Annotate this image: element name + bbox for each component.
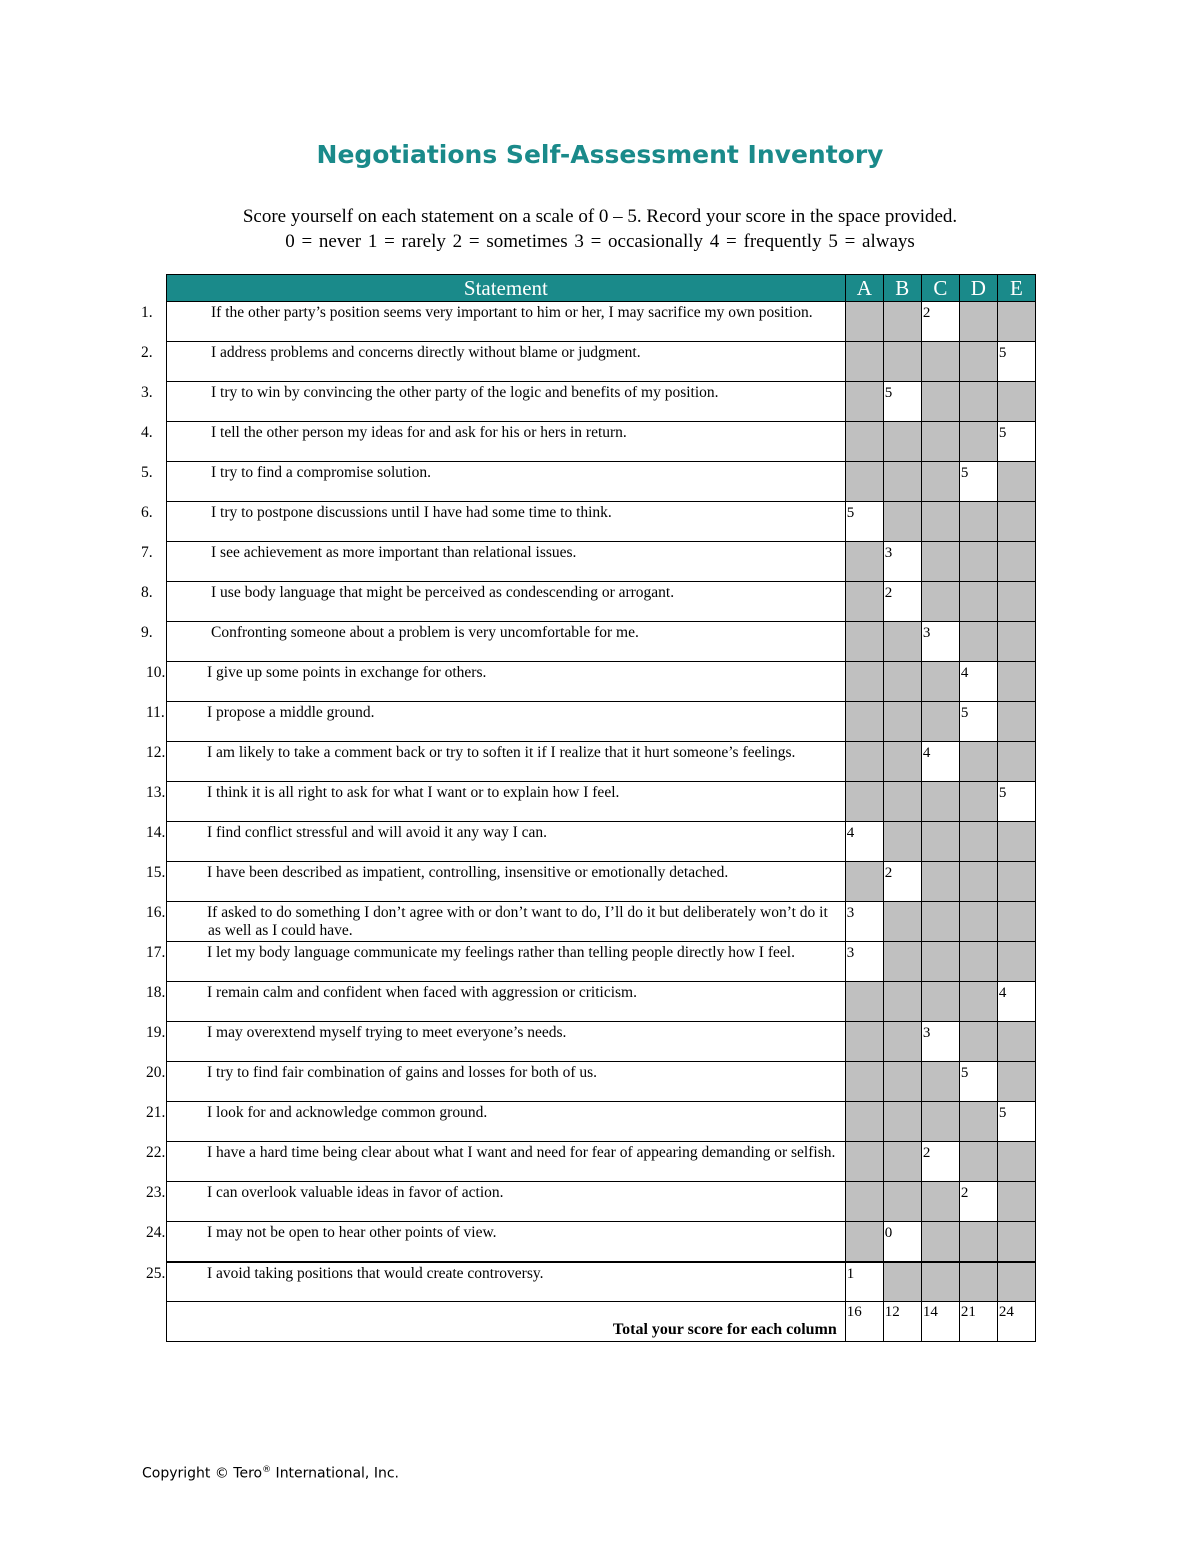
statement-text: I have been described as impatient, controlling, insensitive or emotionally detached.: [207, 864, 729, 881]
statement-text: I remain calm and confident when faced with aggression or criticism.: [207, 984, 637, 1001]
statement-number: 1.: [141, 304, 153, 321]
statement-number: 24.: [146, 1224, 166, 1241]
statement-cell: [146, 822, 846, 862]
statement-cell: [146, 902, 846, 942]
table-row: [167, 782, 1036, 822]
shaded-cell-d: [959, 342, 997, 382]
statement-text: I am likely to take a comment back or try to soften it if I realize that it hurt someone’s feelings.: [207, 744, 796, 761]
shaded-cell-a: [845, 542, 883, 582]
statement-cell: [146, 1102, 846, 1142]
shaded-cell-b: [883, 622, 921, 662]
statement-cell: [146, 1022, 846, 1062]
statement-number: 10.: [146, 664, 166, 681]
statement-number: 5.: [141, 464, 153, 481]
score-input-a[interactable]: 3: [845, 942, 883, 982]
shaded-cell-a: [845, 1022, 883, 1062]
score-input-a[interactable]: 3: [845, 902, 883, 942]
shaded-cell-e: [997, 622, 1035, 662]
shaded-cell-b: [883, 1022, 921, 1062]
shaded-cell-a: [845, 1222, 883, 1262]
footer-text-2: International, Inc.: [271, 1465, 399, 1482]
shaded-cell-e: [997, 702, 1035, 742]
score-input-e[interactable]: 5: [997, 782, 1035, 822]
statement-number: 20.: [146, 1064, 166, 1081]
shaded-cell-c: [921, 1222, 959, 1262]
score-input-d[interactable]: 4: [959, 662, 997, 702]
shaded-cell-d: [959, 302, 997, 342]
shaded-cell-e: [997, 862, 1035, 902]
shaded-cell-a: [845, 422, 883, 462]
shaded-cell-c: [921, 382, 959, 422]
shaded-cell-e: [997, 382, 1035, 422]
shaded-cell-e: [997, 1222, 1035, 1262]
statement-cell: [146, 1262, 846, 1302]
score-input-c[interactable]: 3: [921, 622, 959, 662]
score-input-b[interactable]: 0: [883, 1222, 921, 1262]
shaded-cell-d: [959, 942, 997, 982]
statement-cell: [146, 942, 846, 982]
shaded-cell-c: [921, 1062, 959, 1102]
score-input-b[interactable]: 2: [883, 582, 921, 622]
statement-text: I can overlook valuable ideas in favor of action.: [207, 1184, 504, 1201]
score-input-d[interactable]: 2: [959, 1182, 997, 1222]
shaded-cell-e: [997, 542, 1035, 582]
statement-number: 3.: [141, 384, 153, 401]
statement-text: I think it is all right to ask for what I want or to explain how I feel.: [207, 784, 620, 801]
shaded-cell-e: [997, 502, 1035, 542]
shaded-cell-d: [959, 1222, 997, 1262]
shaded-cell-c: [921, 662, 959, 702]
shaded-cell-d: [959, 862, 997, 902]
statement-cell: [141, 502, 846, 542]
header-statement: Statement: [167, 275, 846, 302]
shaded-cell-b: [883, 1262, 921, 1302]
shaded-cell-d: [959, 902, 997, 942]
shaded-cell-d: [959, 1022, 997, 1062]
shaded-cell-b: [883, 1102, 921, 1142]
statement-number: 8.: [141, 584, 153, 601]
score-input-e[interactable]: 5: [997, 422, 1035, 462]
score-input-b[interactable]: 5: [883, 382, 921, 422]
statement-text: I let my body language communicate my feelings rather than telling people directly how I feel.: [207, 944, 795, 961]
statement-number: 4.: [141, 424, 153, 441]
shaded-cell-c: [921, 782, 959, 822]
statement-number: 25.: [146, 1264, 166, 1282]
statement-cell: [141, 582, 846, 622]
shaded-cell-d: [959, 382, 997, 422]
header-col-d: D: [959, 275, 997, 302]
table-row: [167, 702, 1036, 742]
table-row: [167, 1102, 1036, 1142]
shaded-cell-e: [997, 742, 1035, 782]
table-row: [167, 1062, 1036, 1102]
score-input-c[interactable]: 2: [921, 302, 959, 342]
page-title: Negotiations Self-Assessment Inventory: [316, 140, 884, 169]
shaded-cell-b: [883, 422, 921, 462]
statement-text: I give up some points in exchange for others.: [207, 664, 487, 681]
score-input-d[interactable]: 5: [959, 1062, 997, 1102]
statement-cell: [146, 742, 846, 782]
footer-text: Copyright © Tero: [142, 1465, 263, 1482]
total-col-e[interactable]: 24: [997, 1302, 1035, 1342]
shaded-cell-b: [883, 662, 921, 702]
table-row: [167, 502, 1036, 542]
shaded-cell-d: [959, 502, 997, 542]
table-row: [167, 462, 1036, 502]
table-row: [167, 422, 1036, 462]
statement-text: I may overextend myself trying to meet everyone’s needs.: [207, 1024, 567, 1041]
shaded-cell-c: [921, 862, 959, 902]
shaded-cell-d: [959, 582, 997, 622]
score-input-b[interactable]: 3: [883, 542, 921, 582]
score-input-c[interactable]: 2: [921, 1142, 959, 1182]
shaded-cell-d: [959, 822, 997, 862]
table-row: [167, 1262, 1036, 1302]
statement-number: 13.: [146, 784, 166, 801]
shaded-cell-c: [921, 702, 959, 742]
statement-text: I try to find a compromise solution.: [211, 464, 431, 481]
table-row: [167, 622, 1036, 662]
shaded-cell-d: [959, 742, 997, 782]
table-row: [167, 862, 1036, 902]
shaded-cell-e: [997, 1182, 1035, 1222]
shaded-cell-c: [921, 542, 959, 582]
statement-text: If the other party’s position seems very important to him or her, I may sacrifice my own position.: [211, 304, 813, 321]
shaded-cell-a: [845, 1062, 883, 1102]
statement-cell: [141, 542, 846, 582]
shaded-cell-e: [997, 302, 1035, 342]
shaded-cell-e: [997, 942, 1035, 982]
score-input-e[interactable]: 5: [997, 1102, 1035, 1142]
statement-number: 11.: [146, 704, 165, 721]
table-row: [167, 1142, 1036, 1182]
shaded-cell-a: [845, 1142, 883, 1182]
statement-number: 23.: [146, 1184, 166, 1201]
statement-cell: [146, 782, 846, 822]
shaded-cell-e: [997, 462, 1035, 502]
statement-number: 19.: [146, 1024, 166, 1041]
statement-text: I tell the other person my ideas for and ask for his or hers in return.: [211, 424, 627, 441]
shaded-cell-d: [959, 782, 997, 822]
statement-number: 7.: [141, 544, 153, 561]
shaded-cell-d: [959, 422, 997, 462]
statement-number: 15.: [146, 864, 166, 881]
table-row: [167, 382, 1036, 422]
shaded-cell-a: [845, 1102, 883, 1142]
score-input-c[interactable]: 3: [921, 1022, 959, 1062]
shaded-cell-b: [883, 822, 921, 862]
statement-cell: [146, 662, 846, 702]
score-input-b[interactable]: 2: [883, 862, 921, 902]
statement-cell: [141, 422, 846, 462]
statement-text: I avoid taking positions that would create controversy.: [207, 1264, 544, 1282]
shaded-cell-c: [921, 462, 959, 502]
statement-cell: [141, 462, 846, 502]
shaded-cell-c: [921, 982, 959, 1022]
table-row: [167, 1182, 1036, 1222]
shaded-cell-b: [883, 342, 921, 382]
statement-text: I look for and acknowledge common ground.: [207, 1104, 488, 1121]
statement-text: I see achievement as more important than relational issues.: [211, 544, 577, 561]
shaded-cell-c: [921, 342, 959, 382]
shaded-cell-b: [883, 742, 921, 782]
statement-number: 2.: [141, 344, 153, 361]
instructions-line-1: Score yourself on each statement on a scale of 0 – 5. Record your score in the space provided.: [242, 206, 958, 227]
statement-text: I try to postpone discussions until I have had some time to think.: [211, 504, 612, 521]
statement-cell: [141, 622, 846, 662]
shaded-cell-a: [845, 382, 883, 422]
shaded-cell-a: [845, 622, 883, 662]
table-row: [167, 662, 1036, 702]
statement-text: I try to win by convincing the other party of the logic and benefits of my position.: [211, 384, 719, 401]
shaded-cell-c: [921, 822, 959, 862]
statement-cell: [146, 982, 846, 1022]
statement-cell: [141, 302, 846, 342]
table-row: [167, 822, 1036, 862]
score-input-d[interactable]: 5: [959, 702, 997, 742]
score-input-c[interactable]: 4: [921, 742, 959, 782]
shaded-cell-b: [883, 302, 921, 342]
score-input-e[interactable]: 5: [997, 342, 1035, 382]
instructions-line-2: 0 = never 1 = rarely 2 = sometimes 3 = occasionally 4 = frequently 5 = always: [285, 231, 915, 252]
shaded-cell-c: [921, 582, 959, 622]
shaded-cell-b: [883, 1182, 921, 1222]
shaded-cell-e: [997, 1022, 1035, 1062]
statement-number: 6.: [141, 504, 153, 521]
shaded-cell-a: [845, 462, 883, 502]
score-input-a[interactable]: 1: [845, 1262, 883, 1302]
total-col-a[interactable]: 16: [845, 1302, 883, 1342]
score-input-d[interactable]: 5: [959, 462, 997, 502]
statement-cell: [146, 702, 846, 742]
statement-text: I may not be open to hear other points of view.: [207, 1224, 497, 1241]
table-row: [167, 902, 1036, 942]
statement-number: 14.: [146, 824, 166, 841]
shaded-cell-b: [883, 982, 921, 1022]
shaded-cell-b: [883, 702, 921, 742]
shaded-cell-e: [997, 662, 1035, 702]
total-col-b[interactable]: 12: [883, 1302, 921, 1342]
shaded-cell-b: [883, 902, 921, 942]
table-row: [167, 942, 1036, 982]
shaded-cell-b: [883, 1062, 921, 1102]
shaded-cell-e: [997, 822, 1035, 862]
statement-text: If asked to do something I don’t agree with or don’t want to do, I’ll do it but deliberately won’t do it as well as I could have.: [207, 904, 828, 939]
shaded-cell-b: [883, 1142, 921, 1182]
shaded-cell-d: [959, 982, 997, 1022]
shaded-cell-c: [921, 902, 959, 942]
table-row: [167, 342, 1036, 382]
score-input-a[interactable]: 5: [845, 502, 883, 542]
statement-cell: [146, 862, 846, 902]
statement-text: I use body language that might be perceived as condescending or arrogant.: [211, 584, 675, 601]
registered-mark: ®: [262, 1465, 272, 1475]
shaded-cell-b: [883, 782, 921, 822]
table-row: [167, 302, 1036, 342]
statement-number: 16.: [146, 904, 166, 921]
header-col-a: A: [845, 275, 883, 302]
table-header-row: [167, 275, 1036, 302]
shaded-cell-a: [845, 1182, 883, 1222]
statement-number: 17.: [146, 944, 166, 961]
shaded-cell-a: [845, 582, 883, 622]
shaded-cell-c: [921, 422, 959, 462]
table-row: [167, 1222, 1036, 1262]
statement-text: Confronting someone about a problem is very uncomfortable for me.: [211, 624, 639, 641]
shaded-cell-a: [845, 742, 883, 782]
header-col-e: E: [997, 275, 1035, 302]
statement-number: 18.: [146, 984, 166, 1001]
shaded-cell-a: [845, 862, 883, 902]
statement-number: 12.: [146, 744, 166, 761]
shaded-cell-c: [921, 942, 959, 982]
statement-cell: [146, 1182, 846, 1222]
statement-cell: [141, 382, 846, 422]
total-col-c[interactable]: 14: [921, 1302, 959, 1342]
statement-text: I propose a middle ground.: [207, 704, 375, 721]
shaded-cell-a: [845, 342, 883, 382]
table-row: [167, 742, 1036, 782]
shaded-cell-d: [959, 1142, 997, 1182]
table-row: [167, 542, 1036, 582]
statement-cell: [146, 1142, 846, 1182]
total-col-d[interactable]: 21: [959, 1302, 997, 1342]
statement-text: I address problems and concerns directly without blame or judgment.: [211, 344, 641, 361]
shaded-cell-c: [921, 502, 959, 542]
statement-text: I have a hard time being clear about what I want and need for fear of appearing demanding or selfish.: [207, 1144, 836, 1161]
shaded-cell-e: [997, 902, 1035, 942]
totals-row: [167, 1302, 1036, 1342]
shaded-cell-e: [997, 1142, 1035, 1182]
statement-number: 9.: [141, 624, 153, 641]
shaded-cell-d: [959, 622, 997, 662]
statement-cell: [146, 1062, 846, 1102]
shaded-cell-c: [921, 1262, 959, 1302]
shaded-cell-d: [959, 1102, 997, 1142]
statement-text: I find conflict stressful and will avoid it any way I can.: [207, 824, 548, 841]
shaded-cell-c: [921, 1102, 959, 1142]
shaded-cell-a: [845, 302, 883, 342]
table-row: [167, 1022, 1036, 1062]
shaded-cell-b: [883, 942, 921, 982]
shaded-cell-c: [921, 1182, 959, 1222]
shaded-cell-d: [959, 542, 997, 582]
statement-cell: [146, 1222, 846, 1262]
shaded-cell-e: [997, 582, 1035, 622]
shaded-cell-e: [997, 1262, 1035, 1302]
shaded-cell-a: [845, 782, 883, 822]
shaded-cell-d: [959, 1262, 997, 1302]
assessment-table: [141, 274, 1036, 1342]
table-row: [167, 982, 1036, 1022]
header-col-b: B: [883, 275, 921, 302]
total-label: Total your score for each column: [167, 1302, 846, 1342]
statement-text: I try to find fair combination of gains and losses for both of us.: [207, 1064, 598, 1081]
shaded-cell-e: [997, 1062, 1035, 1102]
shaded-cell-a: [845, 702, 883, 742]
copyright-footer: [142, 1465, 399, 1482]
score-input-a[interactable]: 4: [845, 822, 883, 862]
header-col-c: C: [921, 275, 959, 302]
shaded-cell-b: [883, 502, 921, 542]
score-input-e[interactable]: 4: [997, 982, 1035, 1022]
shaded-cell-b: [883, 462, 921, 502]
shaded-cell-a: [845, 662, 883, 702]
table-row: [167, 582, 1036, 622]
shaded-cell-a: [845, 982, 883, 1022]
statement-number: 21.: [146, 1104, 166, 1121]
statement-cell: [141, 342, 846, 382]
statement-number: 22.: [146, 1144, 166, 1161]
